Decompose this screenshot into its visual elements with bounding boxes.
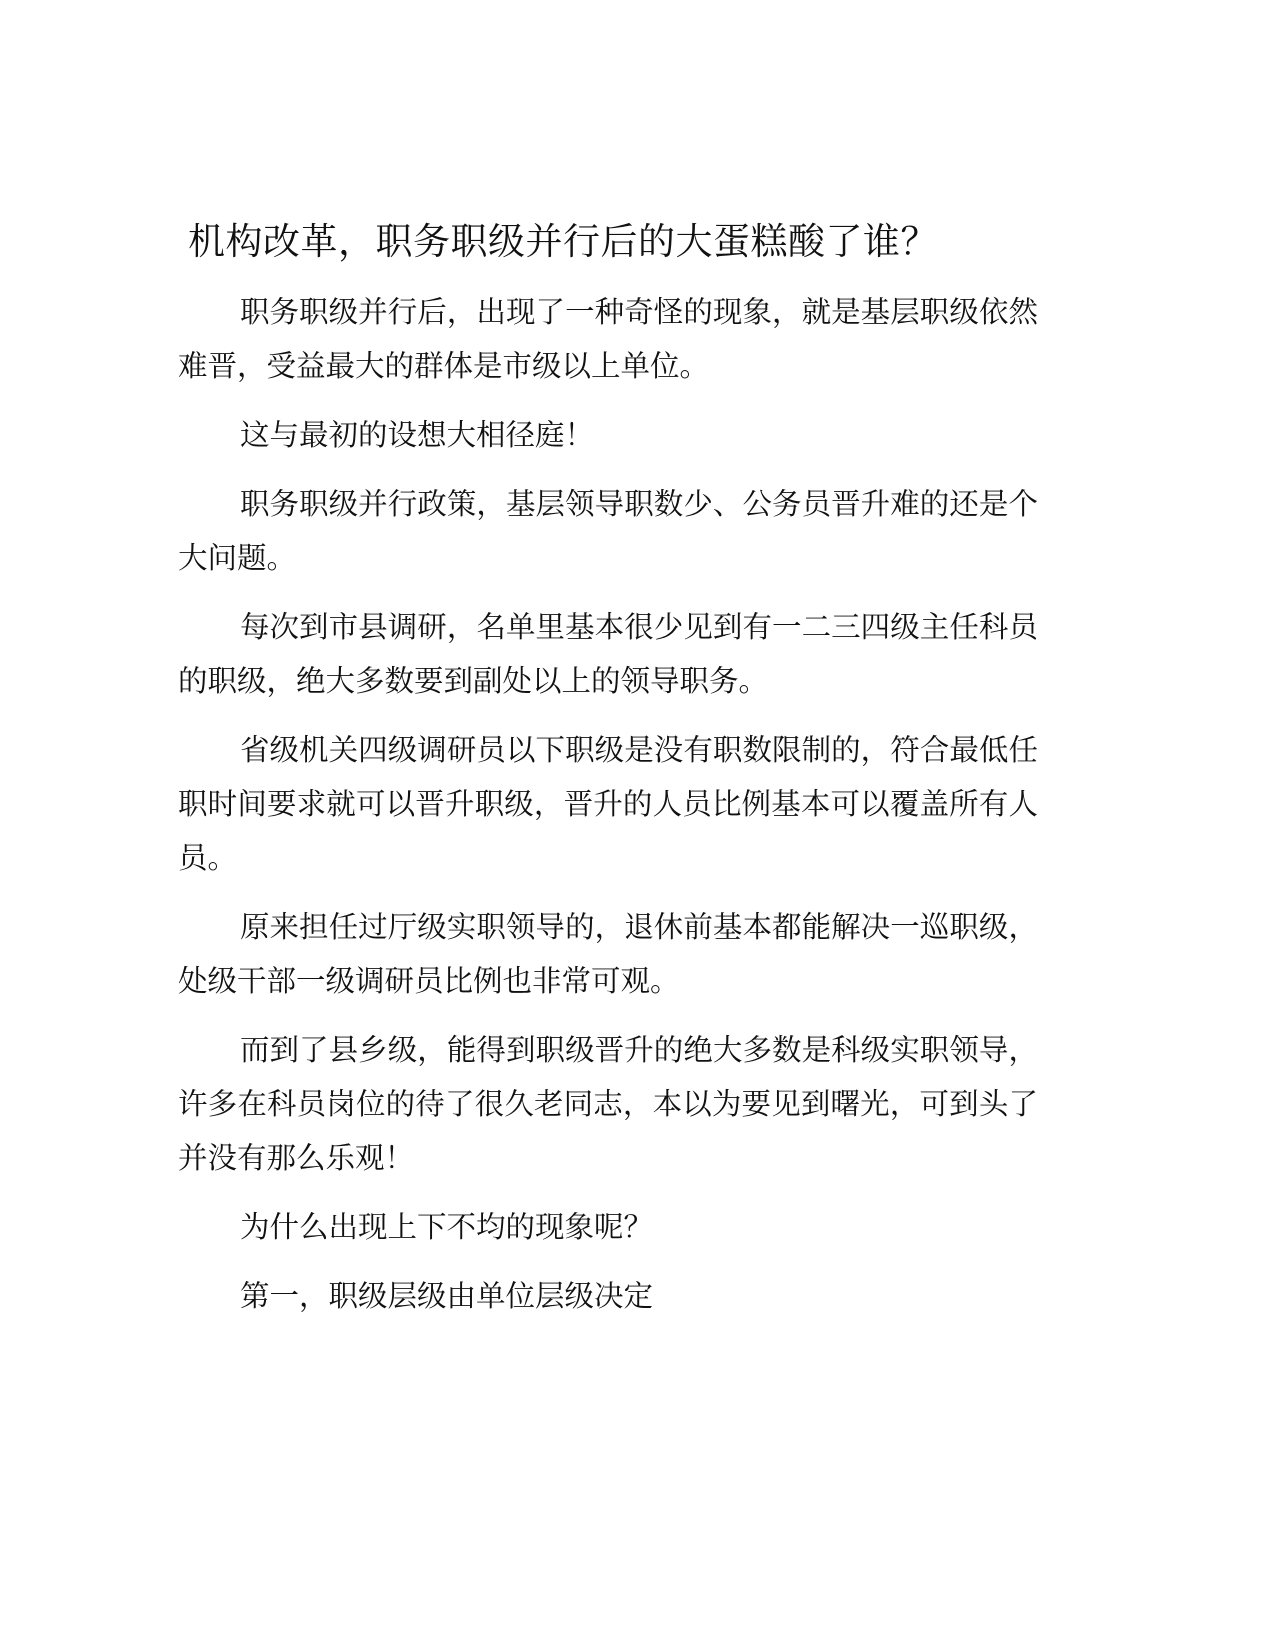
paragraph: 原来担任过厅级实职领导的，退休前基本都能解决一巡职级，处级干部一级调研员比例也非常可观。 [178,910,1038,998]
paragraph: 职务职级并行后，出现了一种奇怪的现象，就是基层职级依然难晋，受益最大的群体是市级以上单位。 [178,295,1038,383]
paragraph: 这与最初的设想大相径庭！ [239,418,594,452]
paragraph: 为什么出现上下不均的现象呢？ [239,1210,653,1244]
paragraph: 而到了县乡级，能得到职级晋升的绝大多数是科级实职领导，许多在科员岗位的待了很久老同志，本以为要见到曙光，可到头了并没有那么乐观！ [178,1033,1038,1175]
document-title: 机构改革，职务职级并行后的大蛋糕酸了谁？ [188,220,938,263]
paragraph: 省级机关四级调研员以下职级是没有职数限制的，符合最低任职时间要求就可以晋升职级，晋升的人员比例基本可以覆盖所有人员。 [178,733,1038,875]
paragraph: 每次到市县调研，名单里基本很少见到有一二三四级主任科员的职级，绝大多数要到副处以上的领导职务。 [178,610,1038,698]
section-heading: 第一，职级层级由单位层级决定 [239,1279,653,1313]
paragraph: 职务职级并行政策，基层领导职数少、公务员晋升难的还是个大问题。 [178,487,1038,575]
document-body [178,285,1038,1338]
